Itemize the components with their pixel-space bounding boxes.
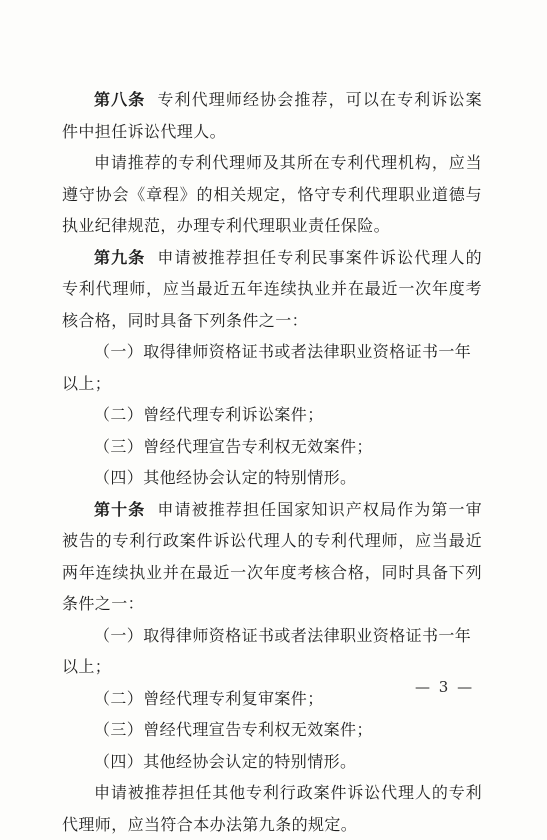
- article-10-final-text: 申请被推荐担任其他专利行政案件诉讼代理人的专利代理师，应当符合本办法第九条的规定。: [62, 783, 482, 834]
- article-9-item-4-text: （四）其他经协会认定的特别情形。: [94, 468, 357, 487]
- article-9-item-4: [62, 462, 482, 494]
- article-10-text: 申请被推荐担任国家知识产权局作为第一审被告的专利行政案件诉讼代理人的专利代理师，应当最近两年连续执业并在最近一次年度考核合格，同时具备下列条件之一：: [62, 499, 482, 613]
- article-10-item-4-text: （四）其他经协会认定的特别情形。: [94, 751, 357, 771]
- article-9-item-1-text: （一）取得律师资格证书或者法律职业资格证书一年以上；: [62, 342, 472, 393]
- article-8-paragraph: [62, 84, 482, 147]
- article-10-heading: 第十条: [94, 499, 146, 519]
- article-9-item-2-text: （二）曾经代理专利诉讼案件；: [94, 405, 324, 424]
- article-10-item-2-text: （二）曾经代理专利复审案件；: [94, 688, 324, 708]
- article-9-text: 申请被推荐担任专利民事案件诉讼代理人的专利代理师，应当最近五年连续执业并在最近一次年度考核合格，同时具备下列条件之一：: [62, 247, 482, 330]
- article-9-heading: 第九条: [94, 247, 146, 267]
- article-9-item-3-text: （三）曾经代理宣告专利权无效案件；: [94, 436, 373, 456]
- article-10-item-4: [62, 746, 482, 778]
- article-8-text: 专利代理师经协会推荐，可以在专利诉讼案件中担任诉讼代理人。: [62, 90, 482, 141]
- article-9-item-1: [62, 336, 482, 399]
- article-9-paragraph: [62, 242, 482, 337]
- article-8-heading: 第八条: [94, 90, 146, 109]
- article-9-item-2: [62, 399, 482, 431]
- article-10-item-3: [62, 714, 482, 746]
- article-10-paragraph: [62, 494, 482, 620]
- article-8-requirements-text: 申请推荐的专利代理师及其所在专利代理机构，应当遵守协会《章程》的相关规定，恪守专利代理职业道德与执业纪律规范，办理专利代理职业责任保险。: [62, 153, 482, 235]
- article-10-item-1-text: （一）取得律师资格证书或者法律职业资格证书一年以上；: [62, 625, 472, 676]
- article-8-requirements-paragraph: [62, 147, 482, 242]
- article-10-item-1: [62, 620, 482, 683]
- article-9-item-3: [62, 431, 482, 463]
- article-10-final-paragraph: [62, 777, 482, 840]
- body-text: [62, 84, 482, 840]
- page-number: — 3 —: [415, 678, 475, 696]
- article-10-item-3-text: （三）曾经代理宣告专利权无效案件；: [94, 720, 373, 739]
